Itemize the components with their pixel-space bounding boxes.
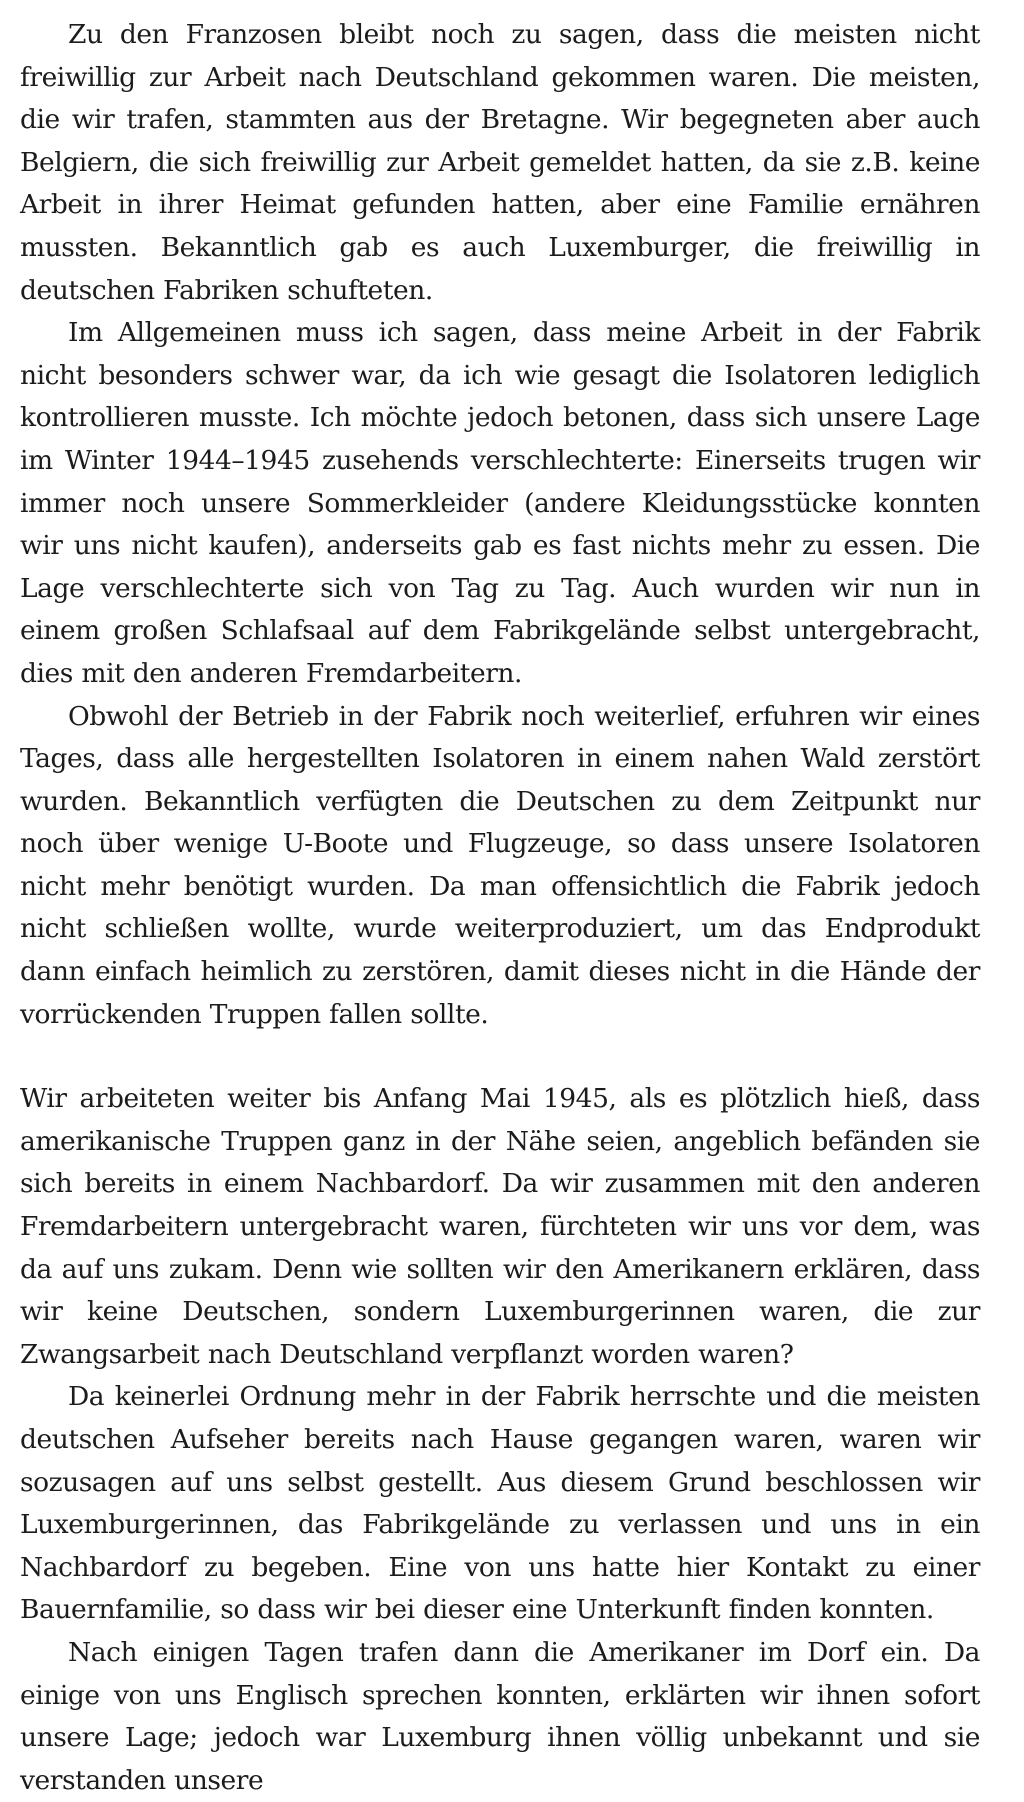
document-page — [20, 14, 980, 1802]
paragraph-americans-arrive: Nach einigen Tagen trafen dann die Amerikaner im Dorf ein. Da einige von uns Englisch sprechen konnten, erklärten wir ihnen sofort unsere Lage; jedoch war Luxemburg ihnen völlig unbekannt und sie verstanden unsere — [20, 1636, 980, 1796]
paragraph-work-conditions: Im Allgemeinen muss ich sagen, dass meine Arbeit in der Fabrik nicht besonders schwer war, da ich wie gesagt die Isolatoren lediglich kontrollieren musste. Ich möchte jedoch betonen, dass sich unsere Lage im Winter 1944–1945 zusehends verschlechterte: Einerseits trugen wir immer noch unsere Sommerkleider (andere Kleidungsstücke konnten wir uns nicht kaufen), anderseits gab es fast nichts mehr zu essen. Die Lage verschlechterte sich von Tag zu Tag. Auch wurden wir nun in einem großen Schlafsaal auf dem Fabrikgelände selbst untergebracht, dies mit den anderen Fremdarbeitern. — [20, 317, 980, 689]
section-break — [20, 1036, 980, 1078]
paragraph-american-troops: Wir arbeiteten weiter bis Anfang Mai 1945, als es plötzlich hieß, dass amerikanische Truppen ganz in der Nähe seien, angeblich befänden sie sich bereits in einem Nachbardorf. Da wir zusammen mit den anderen Fremdarbeitern untergebracht waren, fürchteten wir uns vor dem, was da auf uns zukam. Denn wie sollten wir den Amerikanern erklären, dass wir keine Deutschen, sondern Luxemburgerinnen waren, die zur Zwangsarbeit nach Deutschland verpflanzt worden waren? — [20, 1083, 980, 1370]
paragraph-isolators-destroyed: Obwohl der Betrieb in der Fabrik noch weiterlief, erfuhren wir eines Tages, dass alle hergestellten Isolatoren in einem nahen Wald zerstört wurden. Bekanntlich verfügten die Deutschen zu dem Zeitpunkt nur noch über wenige U-Boote und Flugzeuge, so dass unsere Isolatoren nicht mehr benötigt wurden. Da man offensichtlich die Fabrik jedoch nicht schließen wollte, wurde weiterproduziert, um das Endprodukt dann einfach heimlich zu zerstören, damit dieses nicht in die Hände der vorrückenden Truppen fallen sollte. — [20, 700, 980, 1030]
paragraph-french-workers: Zu den Franzosen bleibt noch zu sagen, dass die meisten nicht freiwillig zur Arbeit nach Deutschland gekommen waren. Die meisten, die wir trafen, stammten aus der Bretagne. Wir begegneten aber auch Belgiern, die sich freiwillig zur Arbeit gemeldet hatten, da sie z.B. keine Arbeit in ihrer Heimat gefunden hatten, aber eine Familie ernähren mussten. Bekanntlich gab es auch Luxemburger, die freiwillig in deutschen Fabriken schufteten. — [20, 19, 980, 306]
paragraph-leaving-factory: Da keinerlei Ordnung mehr in der Fabrik herrschte und die meisten deutschen Aufseher bereits nach Hause gegangen waren, waren wir sozusagen auf uns selbst gestellt. Aus diesem Grund beschlossen wir Luxemburgerinnen, das Fabrikgelände zu verlassen und uns in ein Nachbardorf zu begeben. Eine von uns hatte hier Kontakt zu einer Bauernfamilie, so dass wir bei dieser eine Unterkunft finden konnten. — [20, 1381, 980, 1626]
